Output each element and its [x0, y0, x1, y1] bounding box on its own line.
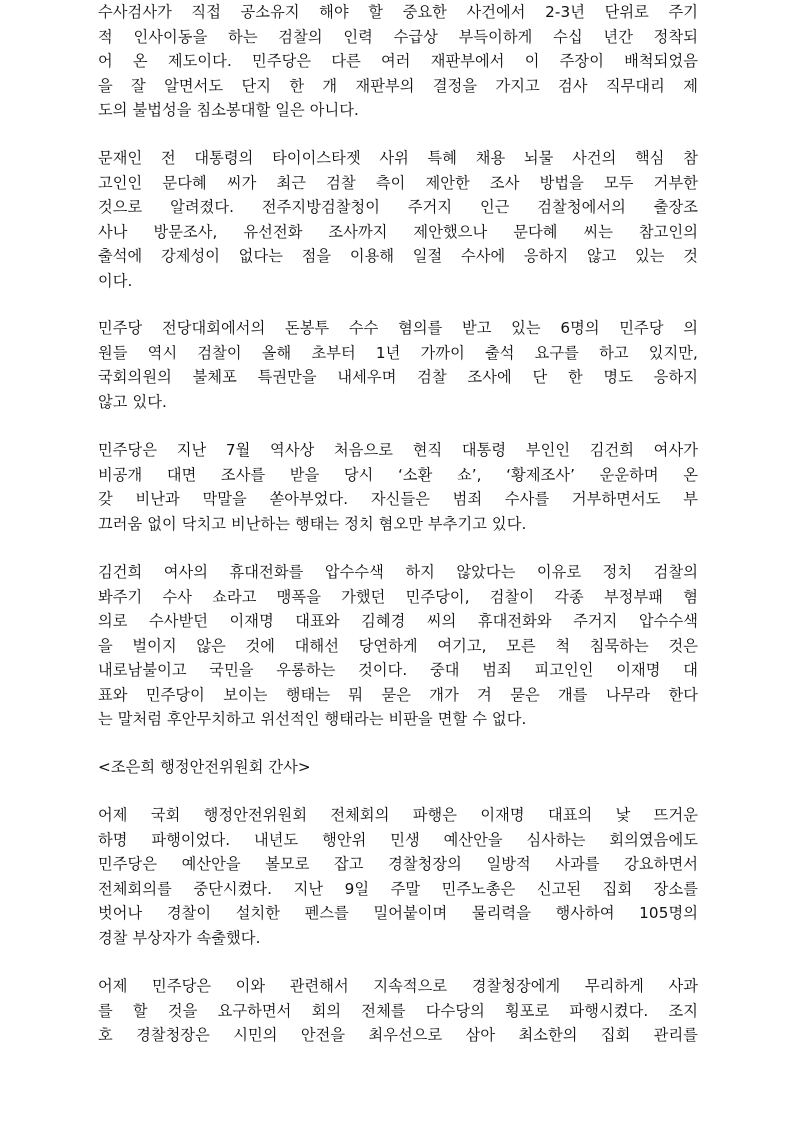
text-line: 고인인 문다혜 씨가 최근 검찰 측이 제안한 조사 방법을 모두 거부한: [98, 173, 698, 192]
text-line: 민주당 전당대회에서의 돈봉투 수수 혐의를 받고 있는 6명의 민주당 의: [98, 319, 698, 337]
text-line: 문재인 전 대통령의 타이이스타젯 사위 특혜 채용 뇌물 사건의 핵심 참: [98, 149, 698, 167]
text-line: 갖 비난과 막말을 쏟아부었다. 자신들은 범죄 수사를 거부하면서도 부: [98, 490, 698, 508]
text-line: 이다.: [98, 271, 133, 290]
text-line: 는 말처럼 후안무치하고 위선적인 행태라는 비판을 면할 수 없다.: [98, 710, 527, 728]
text-line: 것으로 알려졌다. 전주지방검찰청이 주거지 인근 검찰청에서의 출장조: [98, 198, 698, 216]
text-line: 경찰 부상자가 속출했다.: [98, 928, 261, 947]
text-line: 비공개 대면 조사를 받을 당시 ‘소환 쇼’, ‘황제조사’ 운운하며 온: [98, 465, 698, 484]
text-line: 끄러움 없이 닥치고 비난하는 행태는 정치 혐오만 부추기고 있다.: [98, 514, 527, 533]
text-line: 벗어나 경찰이 설치한 펜스를 밀어붙이며 물리력을 행사하여 105명의: [98, 904, 698, 922]
text-line: 수사검사가 직접 공소유지 해야 할 중요한 사건에서 2-3년 단위로 주기: [98, 3, 698, 21]
text-line: 민주당은 예산안을 볼모로 잡고 경찰청장의 일방적 사과를 강요하면서: [98, 855, 698, 873]
text-line: 을 잘 알면서도 단지 한 개 재판부의 결정을 가지고 검사 직무대리 제: [98, 76, 698, 95]
text-line: 출석에 강제성이 없다는 점을 이용해 일절 수사에 응하지 않고 있는 것: [98, 247, 698, 265]
text-line: 국회의원의 불체포 특권만을 내세우며 검찰 조사에 단 한 명도 응하지: [98, 368, 698, 386]
text-line: 어 온 제도이다. 민주당은 다른 여러 재판부에서 이 주장이 배척되었음: [98, 52, 698, 70]
text-line: 봐주기 수사 쇼라고 맹폭을 가했던 민주당이, 검찰이 각종 부정부패 혐: [98, 587, 698, 606]
text-line: 어제 국회 행정안전위원회 전체회의 파행은 이재명 대표의 낯 뜨거운: [98, 806, 698, 824]
text-line: 민주당은 지난 7월 역사상 처음으로 현직 대통령 부인인 김건희 여사가: [98, 441, 698, 459]
text-line: 전체회의를 중단시켰다. 지난 9일 주말 민주노총은 신고된 집회 장소를: [98, 879, 698, 898]
text-line: 호 경찰청장은 시민의 안전을 최우선으로 삼아 최소한의 집회 관리를: [98, 1026, 698, 1044]
text-line: 도의 불법성을 침소봉대할 일은 아니다.: [98, 101, 359, 119]
text-line: 표와 민주당이 보이는 행태는 뭐 묻은 개가 겨 묻은 개를 나무라 한다: [98, 685, 698, 704]
speaker-heading: <조은희 행정안전위원회 간사>: [98, 758, 311, 776]
text-line: 적 인사이동을 하는 검찰의 인력 수급상 부득이하게 수십 년간 정착되: [98, 27, 698, 46]
text-line: 원들 역시 검찰이 올해 초부터 1년 가까이 출석 요구를 하고 있지만,: [98, 343, 698, 362]
text-line: 않고 있다.: [98, 392, 167, 411]
text-line: 어제 민주당은 이와 관련해서 지속적으로 경찰청장에게 무리하게 사과: [98, 977, 698, 995]
text-line: 하명 파행이었다. 내년도 행안위 민생 예산안을 심사하는 회의였음에도: [98, 830, 698, 849]
text-line: 김건희 여사의 휴대전화를 압수수색 하지 않았다는 이유로 정치 검찰의: [98, 563, 698, 581]
text-line: 의로 수사받던 이재명 대표와 김혜경 씨의 휴대전화와 주거지 압수수색: [98, 612, 698, 630]
text-line: 사나 방문조사, 유선전화 조사까지 제안했으나 문다혜 씨는 참고인의: [98, 222, 698, 241]
text-line: 을 벌이지 않은 것에 대해선 당연하게 여기고, 모른 척 침묵하는 것은: [98, 636, 698, 655]
text-line: 를 할 것을 요구하면서 회의 전체를 다수당의 횡포로 파행시켰다. 조지: [98, 1001, 698, 1020]
text-line: 내로남불이고 국민을 우롱하는 것이다. 중대 범죄 피고인인 이재명 대: [98, 661, 698, 679]
